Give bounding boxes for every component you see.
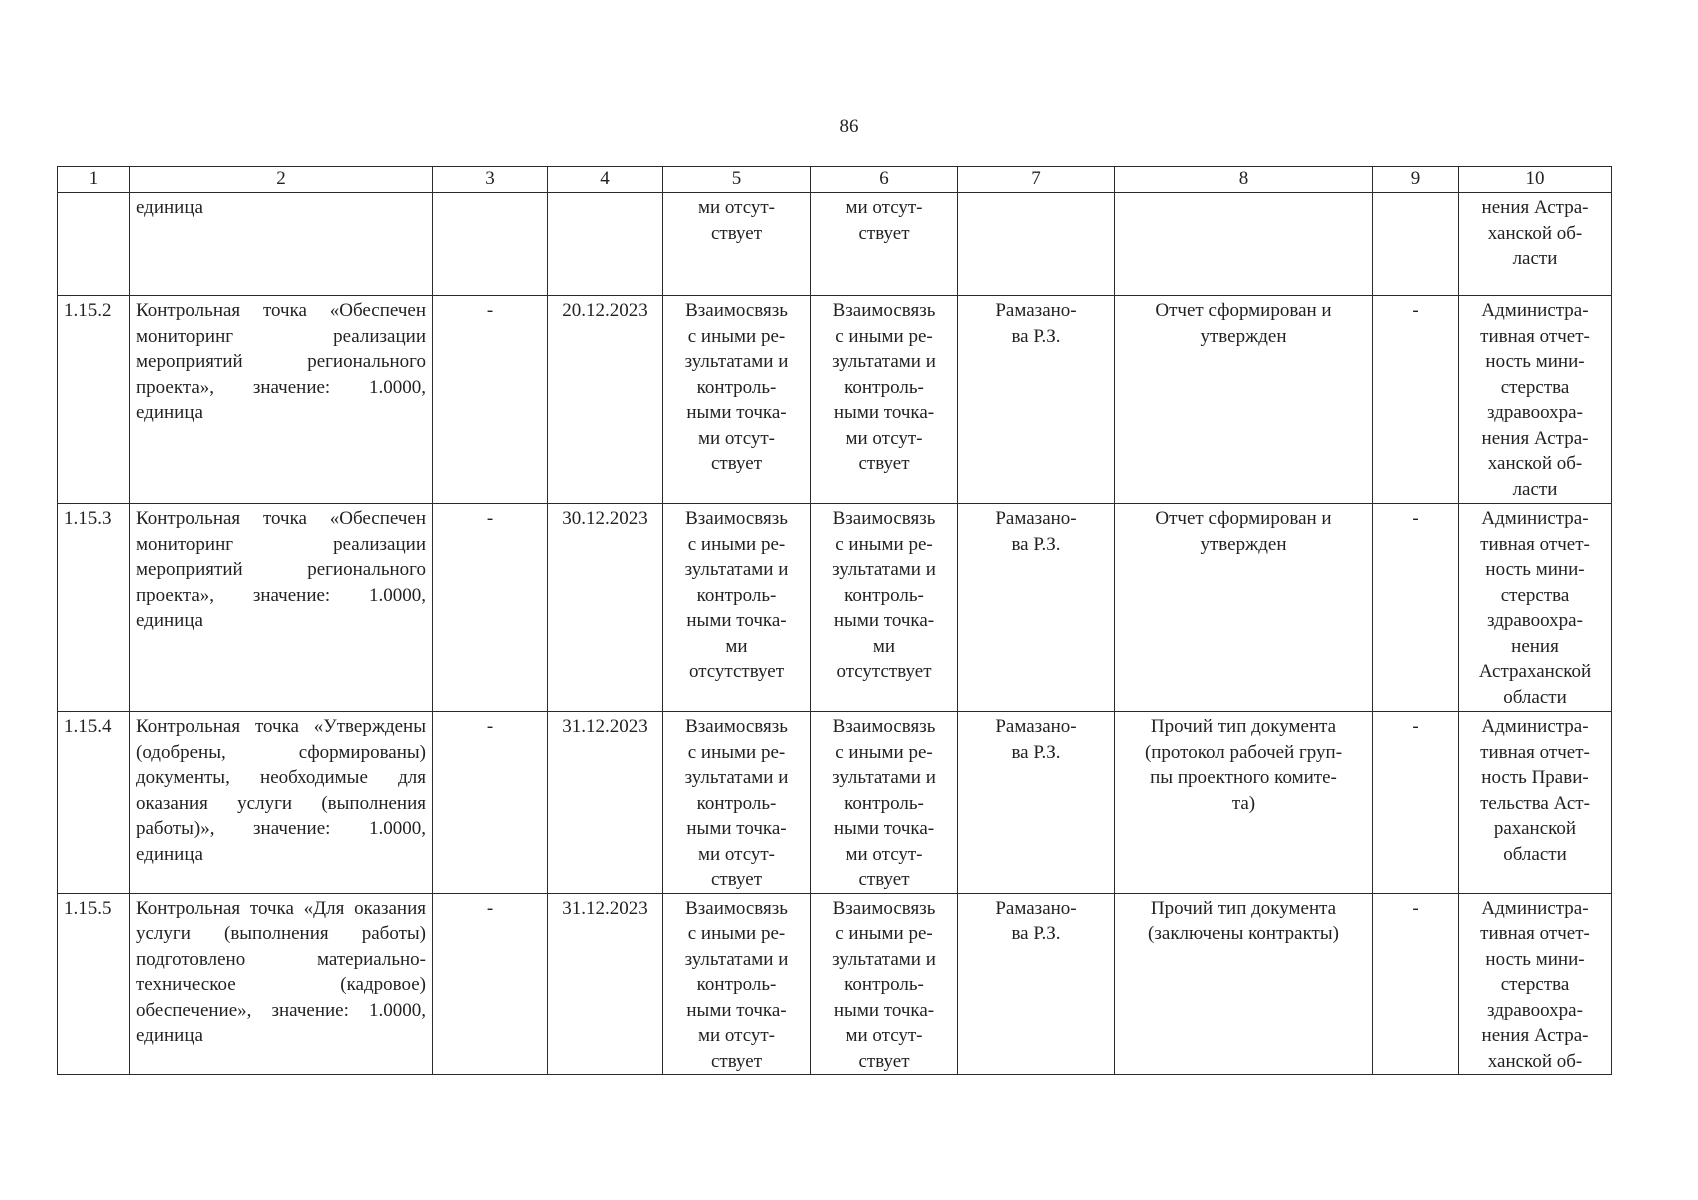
cell-line: ва Р.З.: [1011, 325, 1061, 347]
cell-line: контроль-: [844, 584, 924, 606]
table-row: [58, 504, 1612, 712]
cell-line: с иными ре-: [687, 741, 786, 763]
cell-responsible: [958, 504, 1115, 712]
column-header: 10: [1459, 167, 1612, 193]
cell-responsible: [958, 193, 1115, 296]
cell-date: 30.12.2023: [548, 504, 663, 712]
cell-line: ными точка-: [686, 999, 787, 1021]
cell-line: Взаимосвязь: [685, 897, 788, 919]
cell-document-type: [1115, 712, 1373, 894]
cell-col3: -: [433, 296, 548, 504]
cell-line: отсутствует: [688, 661, 785, 682]
cell-line: отсутствует: [836, 661, 932, 682]
cell-source: [1459, 193, 1612, 296]
cell-col9: -: [1373, 893, 1459, 1075]
cell-source: [1459, 712, 1612, 894]
cell-line: ласти: [1512, 248, 1558, 269]
cell-line: с иными ре-: [835, 325, 933, 347]
cell-col3: -: [433, 504, 548, 712]
cell-line: ва Р.З.: [1011, 923, 1061, 944]
cell-line: Администра-: [1481, 300, 1589, 321]
cell-description: Контрольная точка «Для оказания услуги (выполнения работы) подготовлено материально-техническое (кадровое) обеспечение», значение: 1.0000, единица: [130, 893, 433, 1075]
cell-line: контроль-: [696, 584, 777, 606]
cell-line: ными точка-: [686, 402, 787, 423]
cell-relationship-2: [811, 504, 958, 712]
cell-line: нения Астра-: [1481, 1025, 1589, 1046]
cell-line: ными точка-: [833, 402, 935, 423]
cell-relationship: [663, 712, 811, 894]
cell-line: нения Астра-: [1481, 197, 1589, 218]
cell-line: Рамазано-: [995, 897, 1077, 919]
cell-responsible: [958, 712, 1115, 894]
cell-col3: [433, 193, 548, 296]
cell-line: ми отсут-: [697, 1025, 776, 1046]
cell-line: здравоохра-: [1487, 402, 1583, 423]
cell-line: с иными ре-: [687, 325, 786, 347]
cell-line: ными точка-: [686, 818, 787, 839]
cell-source: [1459, 296, 1612, 504]
cell-line: ми отсут-: [845, 197, 923, 218]
cell-line: тивная отчет-: [1480, 533, 1590, 555]
table-row: [58, 193, 1612, 296]
cell-line: утвержден: [1200, 533, 1287, 555]
cell-line: с иными ре-: [687, 923, 786, 944]
cell-description: Контрольная точка «Обеспечен мониторинг реализации мероприятий регионального проекта», значение: 1.0000, единица: [130, 296, 433, 504]
cell-line: Отчет сформирован и: [1155, 508, 1332, 529]
cell-line: ствует: [858, 1050, 910, 1072]
cell-col3: -: [433, 712, 548, 894]
cell-line: области: [1503, 686, 1567, 708]
cell-line: Рамазано-: [995, 716, 1077, 737]
cell-date: 20.12.2023: [548, 296, 663, 504]
cell-line: (заключены контракты): [1148, 923, 1339, 944]
cell-relationship-2: [811, 893, 958, 1075]
cell-description: Контрольная точка «Обеспечен мониторинг реализации мероприятий регионального проекта», значение: 1.0000, единица: [130, 504, 433, 712]
cell-line: контроль-: [844, 376, 924, 398]
cell-col9: -: [1373, 712, 1459, 894]
cell-line: Прочий тип документа: [1150, 897, 1337, 919]
column-header: 1: [58, 167, 130, 193]
cell-responsible: [958, 893, 1115, 1075]
cell-line: Отчет сформирован и: [1155, 300, 1332, 321]
cell-line: ханской об-: [1487, 1050, 1583, 1072]
cell-line: с иными ре-: [835, 533, 933, 555]
cell-document-type: [1115, 504, 1373, 712]
cell-line: Администра-: [1481, 508, 1589, 529]
cell-line: ность мини-: [1485, 948, 1585, 970]
cell-date: 31.12.2023: [548, 893, 663, 1075]
cell-line: ными точка-: [833, 999, 935, 1021]
cell-line: Взаимосвязь: [832, 716, 936, 737]
cell-number: 1.15.3: [58, 504, 130, 712]
cell-line: с иными ре-: [687, 533, 786, 555]
cell-line: ствует: [858, 222, 910, 244]
cell-line: контроль-: [696, 376, 777, 398]
cell-line: ми: [872, 635, 896, 657]
column-header: 9: [1373, 167, 1459, 193]
cell-line: области: [1503, 843, 1567, 865]
cell-line: с иными ре-: [835, 741, 933, 763]
cell-line: та): [1231, 792, 1256, 814]
cell-line: зультатами и: [832, 948, 936, 970]
cell-line: ствует: [710, 453, 763, 474]
cell-line: с иными ре-: [835, 923, 933, 944]
cell-description: Контрольная точка «Утверждены (одобрены, сформированы) документы, необходимые для оказания услуги (выполнения работы)», значение: 1.0000, единица: [130, 712, 433, 894]
cell-col9: -: [1373, 296, 1459, 504]
cell-number: 1.15.4: [58, 712, 130, 894]
cell-line: ва Р.З.: [1011, 533, 1061, 555]
column-header: 7: [958, 167, 1115, 193]
cell-relationship: [663, 893, 811, 1075]
table-body: [58, 193, 1612, 1075]
cell-line: нения: [1511, 635, 1559, 657]
cell-col3: -: [433, 893, 548, 1075]
column-header: 6: [811, 167, 958, 193]
cell-date: 31.12.2023: [548, 712, 663, 894]
cell-relationship: [663, 193, 811, 296]
cell-line: ными точка-: [833, 818, 935, 839]
cell-line: ласти: [1512, 478, 1558, 500]
cell-col9: [1373, 193, 1459, 296]
cell-line: Взаимосвязь: [685, 300, 788, 321]
cell-line: стерства: [1500, 376, 1570, 398]
cell-line: тивная отчет-: [1480, 741, 1590, 763]
cell-line: зультатами и: [684, 948, 789, 970]
cell-line: зультатами и: [684, 767, 789, 788]
cell-line: Взаимосвязь: [832, 897, 936, 919]
cell-line: ными точка-: [686, 610, 787, 631]
cell-relationship: [663, 296, 811, 504]
cell-line: ми отсут-: [697, 427, 776, 449]
cell-number: [58, 193, 130, 296]
cell-document-type: [1115, 296, 1373, 504]
cell-line: Рамазано-: [995, 300, 1077, 321]
cell-line: ханской об-: [1487, 453, 1583, 474]
cell-line: Взаимосвязь: [832, 300, 936, 321]
cell-line: ми отсут-: [697, 843, 776, 865]
cell-relationship: [663, 504, 811, 712]
cell-line: ствует: [710, 869, 763, 890]
cell-line: стерства: [1500, 584, 1570, 606]
column-header: 3: [433, 167, 548, 193]
cell-line: зультатами и: [684, 559, 789, 580]
control-points-table: [57, 166, 1612, 1075]
cell-line: зультатами и: [832, 351, 936, 372]
table-row: [58, 893, 1612, 1075]
cell-line: ность мини-: [1485, 351, 1585, 372]
table-row: [58, 712, 1612, 894]
column-header: 8: [1115, 167, 1373, 193]
cell-line: зультатами и: [684, 351, 789, 372]
cell-line: ность мини-: [1485, 559, 1585, 580]
cell-relationship-2: [811, 193, 958, 296]
cell-responsible: [958, 296, 1115, 504]
cell-line: Рамазано-: [995, 508, 1077, 529]
cell-number: 1.15.5: [58, 893, 130, 1075]
cell-line: ность Прави-: [1481, 767, 1589, 788]
cell-line: Администра-: [1481, 897, 1589, 919]
cell-line: ми отсут-: [845, 427, 923, 449]
cell-source: [1459, 504, 1612, 712]
cell-document-type: [1115, 893, 1373, 1075]
cell-line: контроль-: [696, 792, 777, 814]
table-header-row: [58, 167, 1612, 193]
cell-line: Астраханской: [1478, 661, 1592, 682]
cell-line: (протокол рабочей груп-: [1144, 741, 1343, 763]
cell-relationship-2: [811, 712, 958, 894]
cell-line: тивная отчет-: [1480, 923, 1590, 944]
cell-col9: -: [1373, 504, 1459, 712]
cell-line: тивная отчет-: [1480, 325, 1590, 347]
cell-line: Взаимосвязь: [685, 508, 788, 529]
cell-line: ствует: [710, 222, 763, 244]
cell-document-type: [1115, 193, 1373, 296]
cell-line: нения Астра-: [1481, 427, 1589, 449]
cell-line: ми отсут-: [697, 197, 776, 218]
cell-line: Взаимосвязь: [832, 508, 936, 529]
cell-relationship-2: [811, 296, 958, 504]
column-header: 2: [130, 167, 433, 193]
cell-line: ми: [725, 635, 748, 657]
cell-line: ва Р.З.: [1011, 741, 1061, 763]
cell-line: пы проектного комите-: [1150, 767, 1337, 788]
cell-date: [548, 193, 663, 296]
cell-line: ными точка-: [833, 610, 935, 631]
cell-number: 1.15.2: [58, 296, 130, 504]
cell-line: контроль-: [844, 792, 924, 814]
cell-line: ствует: [858, 453, 910, 474]
cell-line: контроль-: [844, 974, 924, 995]
cell-line: Взаимосвязь: [685, 716, 788, 737]
cell-line: тельства Аст-: [1480, 792, 1590, 814]
cell-line: ми отсут-: [845, 1025, 923, 1046]
cell-line: ствует: [710, 1050, 763, 1072]
cell-line: раханской: [1493, 818, 1577, 839]
table-row: [58, 296, 1612, 504]
cell-line: ствует: [858, 869, 910, 890]
page-number: 86: [839, 116, 859, 137]
column-header: 4: [548, 167, 663, 193]
cell-line: здравоохра-: [1487, 610, 1583, 631]
cell-line: стерства: [1500, 974, 1570, 995]
cell-description: единица: [130, 193, 433, 296]
cell-line: утвержден: [1200, 325, 1287, 347]
column-header: 5: [663, 167, 811, 193]
cell-line: Администра-: [1481, 716, 1589, 737]
cell-line: здравоохра-: [1487, 999, 1583, 1021]
cell-line: ханской об-: [1487, 222, 1583, 244]
cell-line: контроль-: [696, 974, 777, 995]
cell-source: [1459, 893, 1612, 1075]
cell-line: зультатами и: [832, 559, 936, 580]
cell-line: зультатами и: [832, 767, 936, 788]
cell-line: Прочий тип документа: [1150, 716, 1337, 737]
cell-line: ми отсут-: [845, 843, 923, 865]
